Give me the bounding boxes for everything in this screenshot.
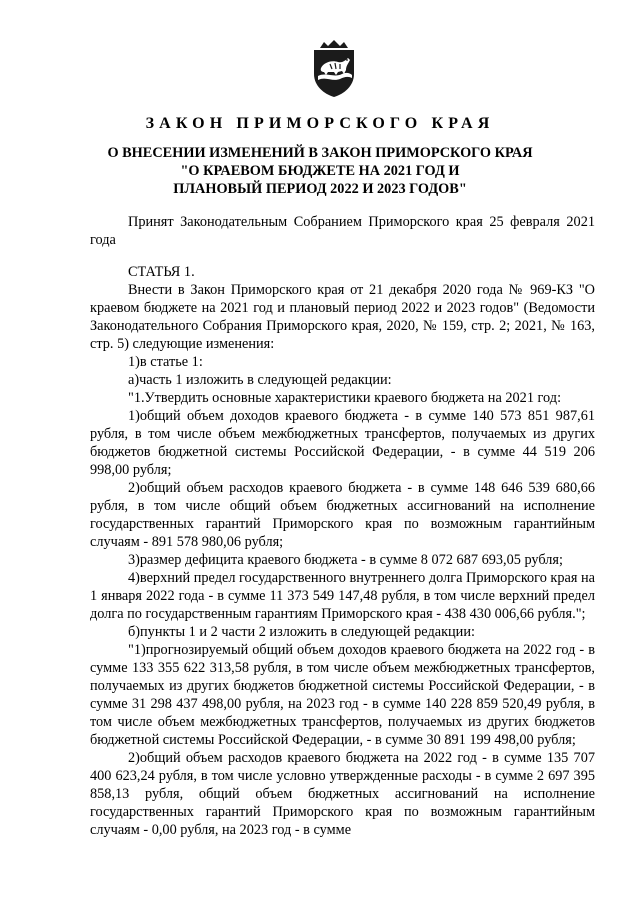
article-heading: СТАТЬЯ 1. [128, 264, 195, 280]
article-paragraph: 2)общий объем расходов краевого бюджета - в сумме 148 646 539 680,66 рубля, в том числе общий объем бюджетных ассигнований на исполнение государственных гарантий Приморского края по возможным гарантийным случаям - 891 578 980,06 рубля; [90, 480, 595, 550]
article-paragraph: Внести в Закон Приморского края от 21 декабря 2020 года № 969-КЗ "О краевом бюджете на 2021 год и плановый период 2022 и 2023 годов" (Ведомости Законодательного Собрания Приморского края, 2020, № 159, стр. 2; 2021, № 163, стр. 5) следующие изменения: [90, 282, 595, 352]
primorsky-krai-coat-of-arms-icon [308, 40, 360, 98]
article-paragraph: б)пункты 1 и 2 части 2 изложить в следующей редакции: [128, 624, 475, 640]
article-paragraph: а)часть 1 изложить в следующей редакции: [128, 372, 392, 388]
law-subtitle [80, 144, 560, 198]
article-paragraph: 1)в статье 1: [128, 354, 203, 370]
article-paragraph: 1)общий объем доходов краевого бюджета - в сумме 140 573 851 987,61 рубля, в том числе объем межбюджетных трансфертов, получаемых из других бюджетов бюджетной системы Российской Федерации, - в сумме 44 519 206 998,00 рубля; [90, 408, 595, 478]
adoption-statement: Принят Законодательным Собранием Приморского края 25 февраля 2021 года [90, 214, 595, 248]
document-body [90, 213, 595, 839]
law-title: ЗАКОН ПРИМОРСКОГО КРАЯ [145, 115, 495, 132]
article-paragraph: "1)прогнозируемый общий объем доходов краевого бюджета на 2022 год - в сумме 133 355 622 313,58 рубля, в том числе объем межбюджетных трансфертов, получаемых из других бюджетов бюджетной системы Российской Федерации, - в сумме 31 298 437 498,00 рубля, на 2023 год - в сумме 140 228 859 520,49 рубля, в том числе объем межбюджетных трансфертов, получаемых из других бюджетов бюджетной системы Российской Федерации, - в сумме 30 891 199 498,00 рубля; [90, 642, 595, 748]
article-paragraph: 2)общий объем расходов краевого бюджета на 2022 год - в сумме 135 707 400 623,24 рубля, в том числе условно утвержденные расходы - в сумме 2 697 395 858,13 рубля, общий объем бюджетных ассигнований на исполнение государственных гарантий Приморского края по возможным гарантийным случаям - 0,00 рубля, на 2023 год - в сумме [90, 750, 595, 838]
subtitle-line: О ВНЕСЕНИИ ИЗМЕНЕНИЙ В ЗАКОН ПРИМОРСКОГО КРАЯ [107, 145, 533, 161]
article-paragraph: 4)верхний предел государственного внутреннего долга Приморского края на 1 января 2022 года - в сумме 11 373 549 147,48 рубля, в том числе верхний предел долга по государственным гарантиям Приморского края - 438 430 006,66 рубля."; [90, 570, 596, 622]
article-paragraph: "1.Утвердить основные характеристики краевого бюджета на 2021 год: [128, 390, 562, 406]
article-paragraph: 3)размер дефицита краевого бюджета - в сумме 8 072 687 693,05 рубля; [128, 552, 563, 568]
subtitle-line: "О КРАЕВОМ БЮДЖЕТЕ НА 2021 ГОД И [180, 163, 460, 179]
subtitle-line: ПЛАНОВЫЙ ПЕРИОД 2022 И 2023 ГОДОВ" [173, 181, 467, 197]
